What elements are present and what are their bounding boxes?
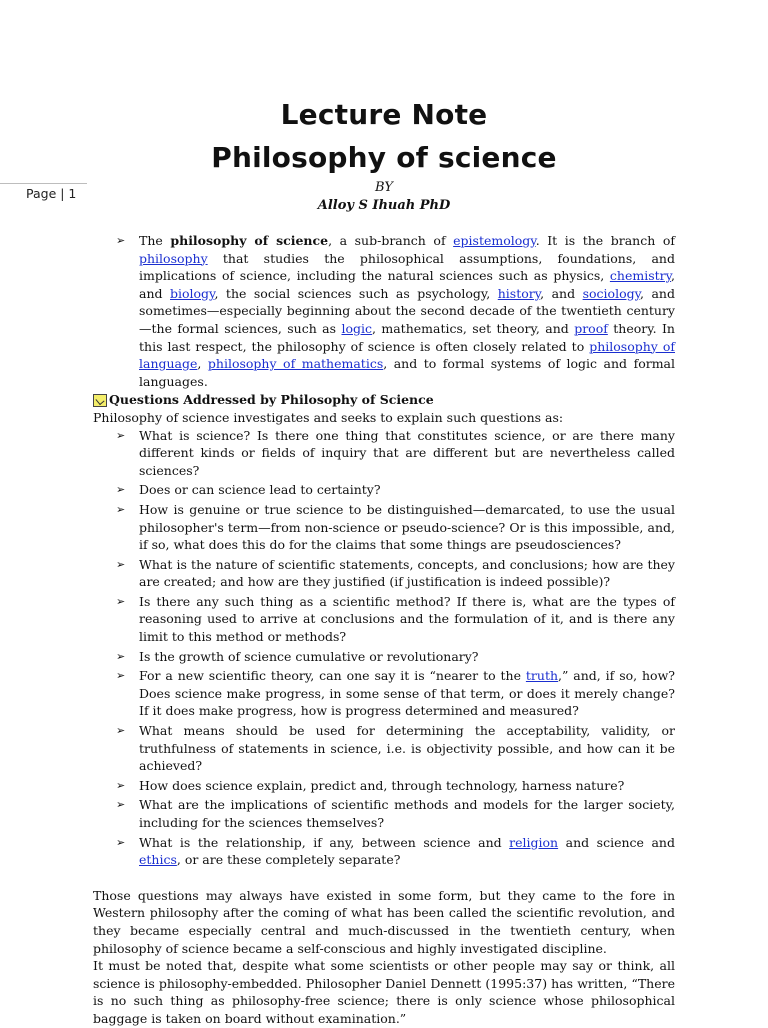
arrow-bullet-icon: ➢ — [116, 798, 126, 812]
arrow-bullet-icon: ➢ — [116, 557, 126, 571]
link-chemistry[interactable]: chemistry — [609, 268, 672, 284]
link-philosophy-of-language[interactable]: philosophy of language — [139, 338, 675, 372]
list-item: ➢ What are the implications of scientific methods and models for the larger society, including for the sciences themselves? — [93, 796, 675, 831]
arrow-bullet-icon: ➢ — [116, 234, 126, 247]
section-heading: Questions Addressed by Philosophy of Science — [93, 391, 675, 409]
list-item: ➢ Is the growth of science cumulative or revolutionary? — [93, 648, 675, 666]
link-philosophy-of-mathematics[interactable]: philosophy of mathematics — [207, 356, 384, 372]
arrow-bullet-icon: ➢ — [116, 835, 126, 849]
list-item: ➢ For a new scientific theory, can one say it is “nearer to the truth,” and, if so, how? Does science make progress, in some sense of that term, or does it merely change? If it does make progress, how is progress determined and measured? — [93, 667, 675, 720]
arrow-bullet-icon: ➢ — [116, 428, 126, 442]
list-item: ➢ How is genuine or true science to be distinguished—demarcated, to use the usual philosopher's term—from non-science or pseudo-science? Or is this impossible, and, if so, what does this do for the claims that some things are pseudosciences? — [93, 501, 675, 554]
intro-paragraph: The philosophy of science, a sub-branch of epistemology. It is the branch of philosophy that studies the philosophical assumptions, foundations, and implications of science, including the natural sciences such as physics, chemistry, and biology, the social sciences such as psychology, history, and sociology, and sometimes—especially beginning about the second decade of the twentieth century—the formal sciences, such as logic, mathematics, set theory, and proof theory. In this last respect, the philosophy of science is often closely related to philosophy of language, philosophy of mathematics, and to formal systems of logic and formal languages. — [139, 233, 675, 389]
list-item: ➢ What is science? Is there one thing that constitutes science, or are there many different kinds or fields of inquiry that are different but are nevertheless called sciences? — [93, 427, 675, 480]
author: Alloy S Ihuah PhD — [317, 198, 451, 213]
link-ethics[interactable]: ethics — [139, 852, 177, 868]
closing-paragraph-2: It must be noted that, despite what some scientists or other people may say or think, all science is philosophy-embedded. Philosopher Daniel Dennett (1995:37) has written, “There is no such thing as philosophy-free science; there is only science whose philosophical baggage is taken on board without examination.” — [93, 958, 675, 1026]
page-number: Page | 1 — [26, 186, 77, 201]
doc-title: Lecture Note — [280, 98, 488, 131]
link-philosophy[interactable]: philosophy — [139, 250, 208, 266]
list-item: ➢ Is there any such thing as a scientific method? If there is, what are the types of reasoning used to arrive at conclusions and the formulation of it, and is there any limit to this method or methods? — [93, 593, 675, 646]
link-history[interactable]: history — [497, 285, 541, 301]
spacer — [93, 871, 675, 887]
link-epistemology[interactable]: epistemology — [453, 233, 536, 248]
arrow-bullet-icon: ➢ — [116, 778, 126, 792]
list-item: ➢ What is the relationship, if any, between science and religion and science and ethics, or are these completely separate? — [93, 834, 675, 869]
intro-bullet — [93, 232, 675, 390]
arrow-bullet-icon: ➢ — [116, 483, 126, 497]
list-item: ➢ What means should be used for determining the acceptability, validity, or truthfulness of statements in science, i.e. is objectivity possible, and how can it be achieved? — [93, 722, 675, 775]
list-item: ➢ What is the nature of scientific statements, concepts, and conclusions; how are they are created; and how are they justified (if justification is indeed possible)? — [93, 556, 675, 591]
section-lead: Philosophy of science investigates and seeks to explain such questions as: — [93, 409, 564, 425]
arrow-bullet-icon: ➢ — [116, 669, 126, 683]
closing-paragraph-1: Those questions may always have existed in some form, but they came to the fore in Western philosophy after the coming of what has been called the scientific revolution, and they became especially central and much-discussed in the twentieth century, when philosophy of science became a self-conscious and highly investigated discipline. — [93, 887, 675, 956]
list-item: ➢ How does science explain, predict and, through technology, harness nature? — [93, 777, 675, 795]
arrow-bullet-icon: ➢ — [116, 649, 126, 663]
link-truth[interactable]: truth — [525, 668, 559, 684]
question-list — [93, 427, 675, 869]
link-logic[interactable]: logic — [341, 320, 372, 336]
link-proof[interactable]: proof — [574, 320, 608, 336]
arrow-bullet-icon: ➢ — [116, 502, 126, 516]
link-biology[interactable]: biology — [170, 285, 215, 301]
document-body — [93, 232, 675, 1028]
arrow-bullet-icon: ➢ — [116, 724, 126, 738]
note-icon — [93, 394, 107, 407]
byline: BY — [375, 180, 393, 195]
link-sociology[interactable]: sociology — [582, 285, 641, 301]
list-item: ➢ Does or can science lead to certainty? — [93, 481, 675, 499]
doc-subtitle: Philosophy of science — [211, 141, 557, 174]
arrow-bullet-icon: ➢ — [116, 594, 126, 608]
link-religion[interactable]: religion — [509, 834, 559, 850]
